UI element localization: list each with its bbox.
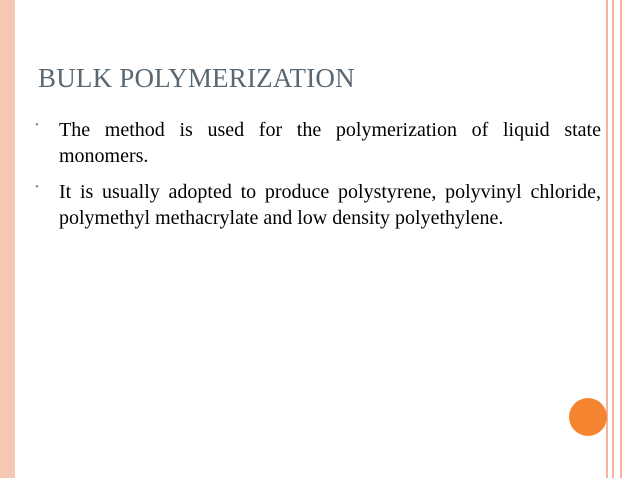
decorative-circle-icon: [569, 398, 607, 436]
bullet-text: It is usually adopted to produce polystyrene, polyvinyl chloride, polymethyl methacrylate and low density polyethylene.: [59, 181, 601, 229]
bullet-text: The method is used for the polymerization of liquid state monomers.: [59, 119, 601, 167]
bullet-item: [35, 117, 601, 169]
slide-title: BULK POLYMERIZATION: [38, 63, 355, 93]
right-decorative-line: [606, 0, 608, 478]
bullet-marker-icon: •: [35, 181, 39, 193]
right-decorative-line: [612, 0, 614, 478]
bullet-item: [35, 179, 601, 231]
bullet-marker-icon: •: [35, 119, 39, 131]
left-decorative-bar: [0, 0, 15, 478]
bullet-list: [35, 117, 601, 241]
right-decorative-line: [620, 0, 622, 478]
